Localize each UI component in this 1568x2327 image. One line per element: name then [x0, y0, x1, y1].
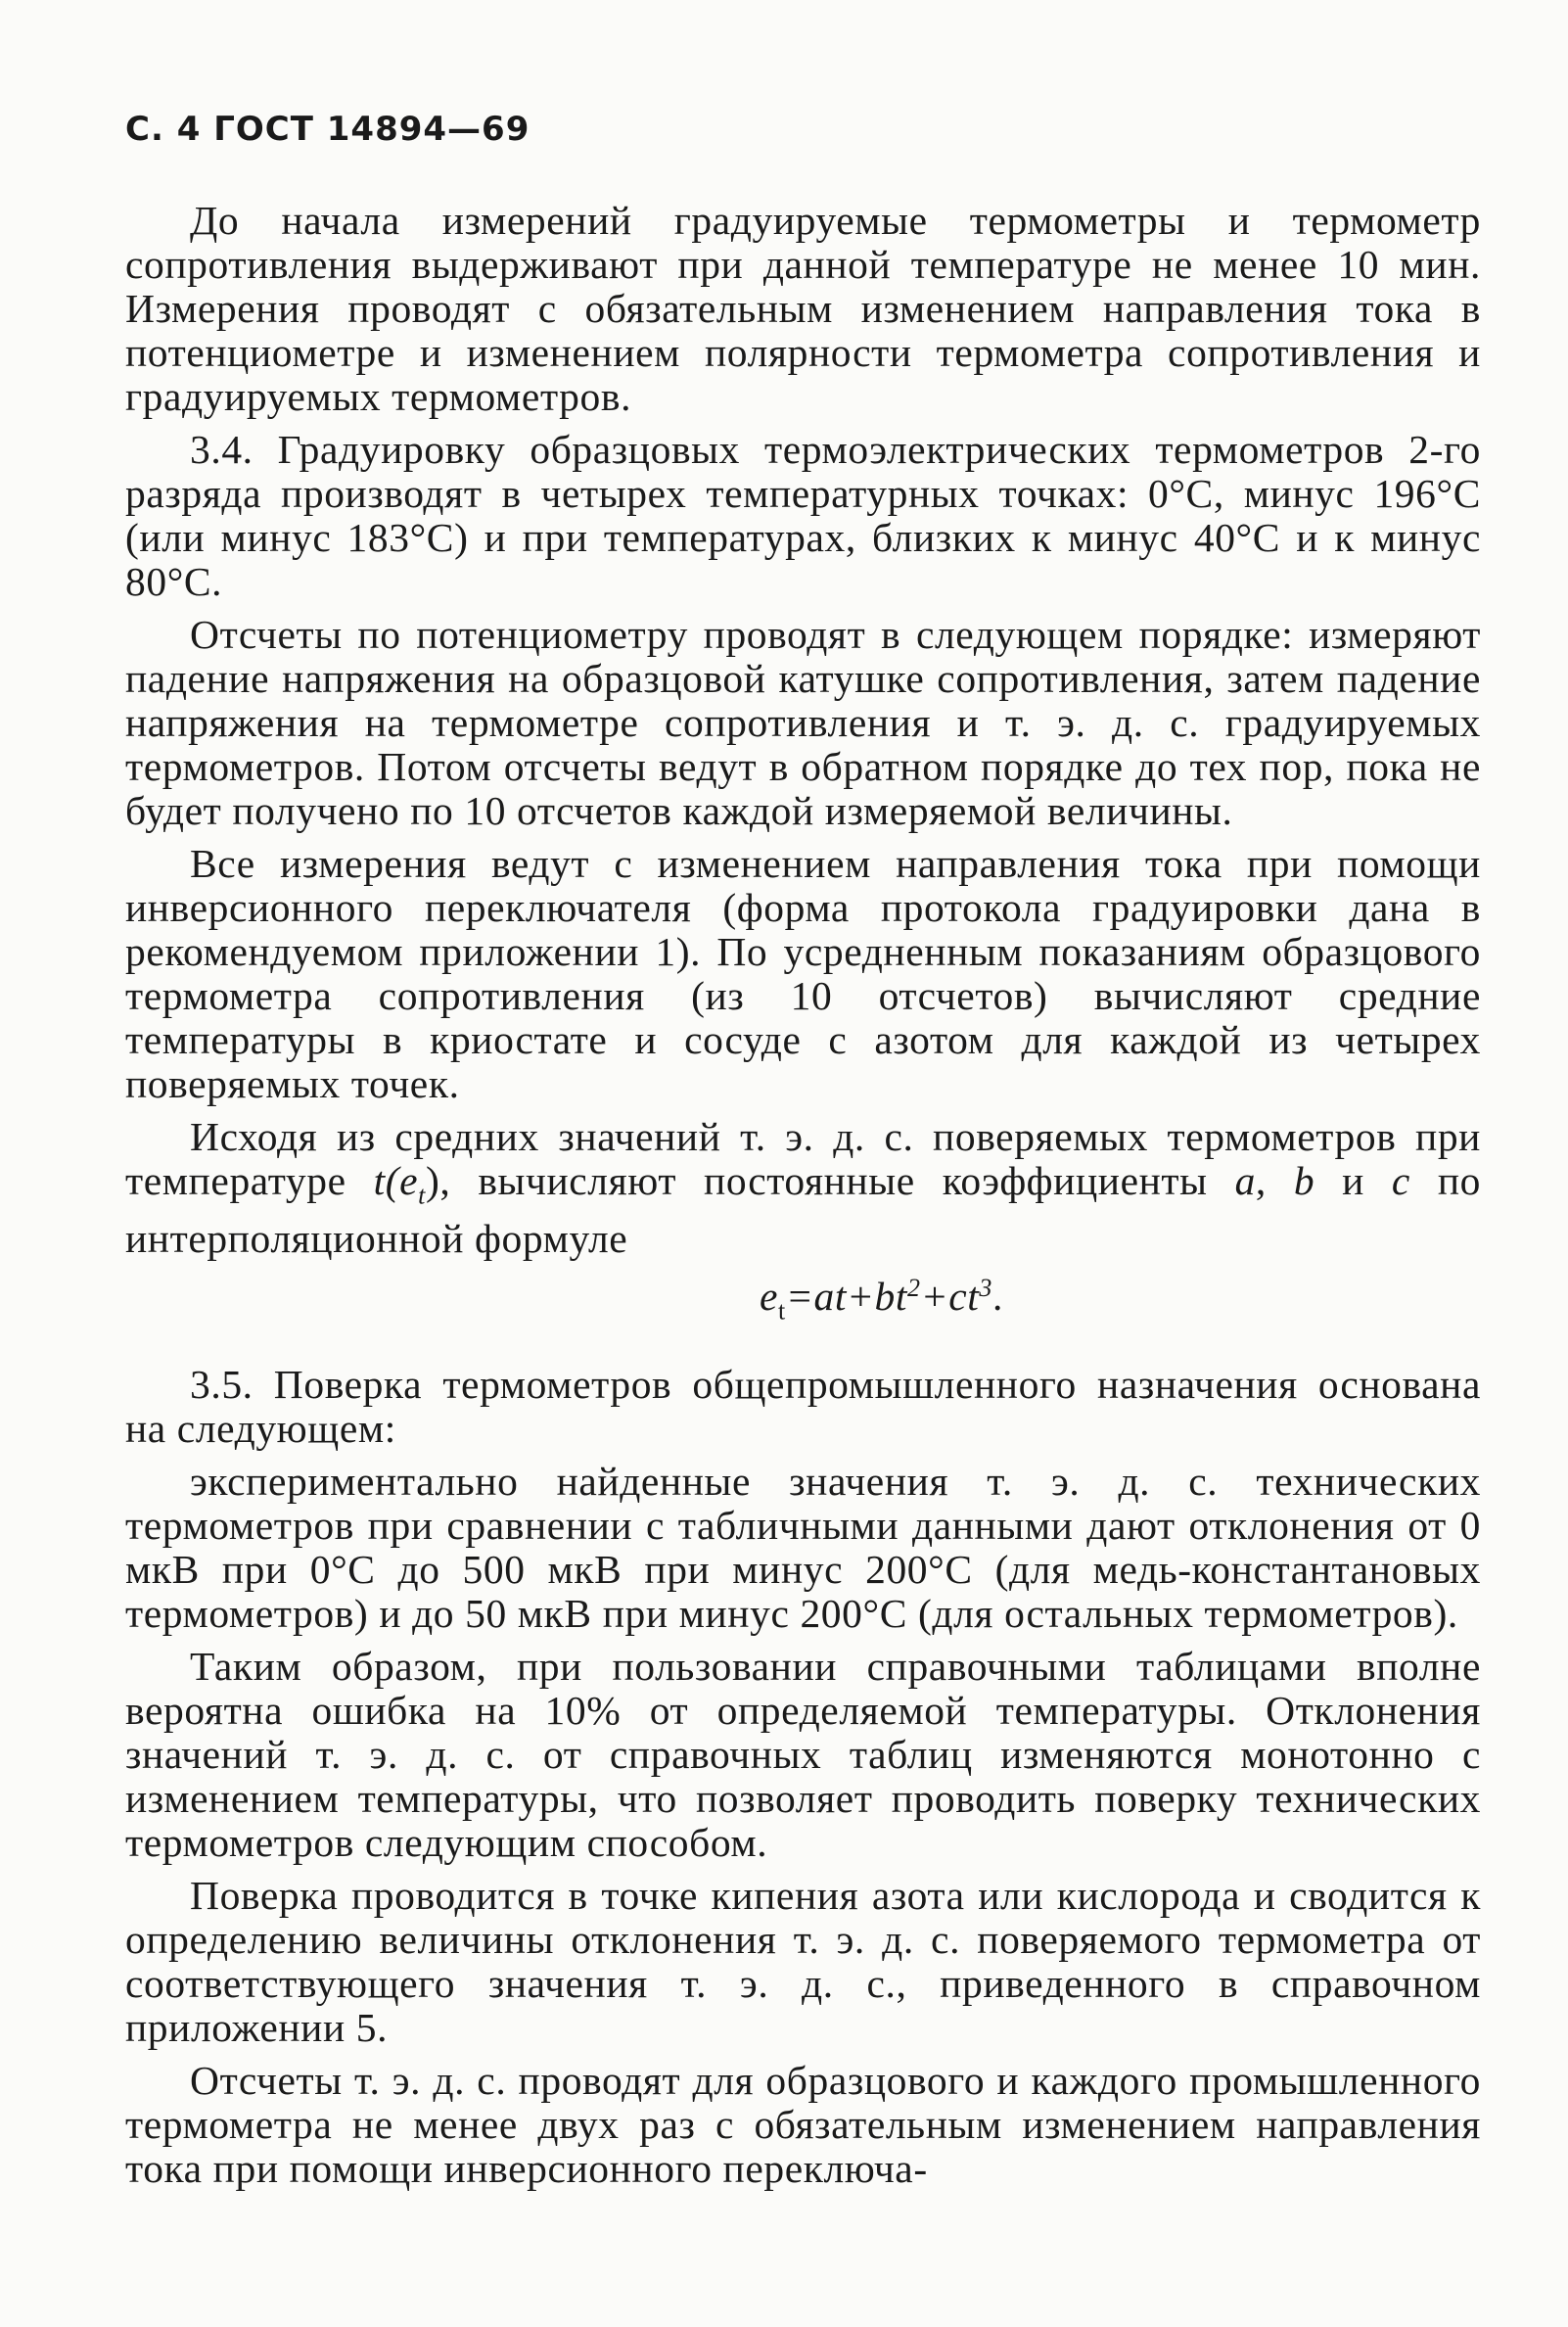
- paragraph-preparation: До начала измерений градуируемые термометры и термометр сопротивления выдерживают при данной температуре не менее 10 мин. Измерения проводят с обязательным изменением направления тока в потенциометре и изменением полярности термометра сопротивления и градуируемых термометров.: [125, 198, 1481, 419]
- coef-c: c: [1391, 1158, 1410, 1203]
- interp-t-expr: t(e: [373, 1158, 419, 1203]
- formula-rhs-1: =at+bt: [785, 1274, 908, 1320]
- paragraph-deviations: экспериментально найденные значения т. э. д. с. технических термометров при сравнении с табличными данными дают отклонения от 0 мкВ при 0°С до 500 мкВ при минус 200°С (для медь-константановых термометров) и до 50 мкВ при минус 200°С (для остальных термометров).: [125, 1458, 1481, 1636]
- interp-sep: ,: [1255, 1158, 1294, 1203]
- interp-and: и: [1314, 1158, 1392, 1203]
- formula-end: .: [992, 1274, 1003, 1320]
- coef-b: b: [1293, 1158, 1315, 1203]
- paragraph-readings-order: Отсчеты по потенциометру проводят в следующем порядке: измеряют падение напряжения на образцовой катушке сопротивления, затем падение напряжения на термометре сопротивления и т. э. д. с. градуируемых термометров. Потом отсчеты ведут в обратном порядке до тех пор, пока не будет получено по 10 отсчетов каждой измеряемой величины.: [125, 612, 1481, 833]
- interp-text-before: Исходя из средних значений т. э. д. с. поверяемых термометров при температуре: [125, 1114, 1481, 1203]
- formula-lhs-sub: t: [778, 1296, 786, 1326]
- paragraph-current-direction: Все измерения ведут с изменением направления тока при помощи инверсионного переключателя (форма протокола градуировки дана в рекомендуемом приложении 1). По усредненным показаниям образцового термометра сопротивления (из 10 отсчетов) вычисляют средние температуры в криостате и сосуде с азотом для каждой из четырех поверяемых точек.: [125, 841, 1481, 1106]
- paragraph-boiling-point: Поверка проводится в точке кипения азота или кислорода и сводится к определению величины отклонения т. э. д. с. поверяемого термометра от соответствующего значения т. э. д. с., приведенного в справочном приложении 5.: [125, 1872, 1481, 2050]
- paragraph-3-5: 3.5. Поверка термометров общепромышленного назначения основана на следующем:: [125, 1361, 1481, 1451]
- formula-exp-2: 2: [907, 1274, 921, 1303]
- paragraph-reference-tables: Таким образом, при пользовании справочными таблицами вполне вероятна ошибка на 10% от определяемой температуры. Отклонения значений т. э. д. с. от справочных таблиц изменяются монотонно с изменением температуры, что позволяет проводить поверку технических термометров следующим способом.: [125, 1643, 1481, 1865]
- paragraph-interpolation: [125, 1115, 1481, 1261]
- coef-a: a: [1234, 1158, 1256, 1203]
- interp-text-middle: , вычисляют постоянные коэффициенты: [439, 1158, 1235, 1203]
- document-body: [125, 199, 1481, 2200]
- formula-rhs-2: +ct: [920, 1274, 980, 1320]
- paragraph-readings-emf: Отсчеты т. э. д. с. проводят для образцового и каждого промышленного термометра не менее двух раз с обязательным изменением направления тока при помощи инверсионного переключа-: [125, 2057, 1481, 2191]
- formula-lhs: e: [760, 1274, 779, 1320]
- formula-exp-3: 3: [979, 1274, 993, 1303]
- interp-text-after: по интерполяционной формуле: [125, 1158, 1482, 1262]
- interpolation-formula: [125, 1275, 1481, 1332]
- page-header: С. 4 ГОСТ 14894—69: [125, 110, 530, 149]
- paragraph-3-4: 3.4. Градуировку образцовых термоэлектрических термометров 2-го разряда производят в четырех температурных точках: 0°С, минус 196°С (или минус 183°С) и при температурах, близких к минус 40°С и к минус 80°С.: [125, 427, 1481, 604]
- interp-t-sub: t: [418, 1181, 426, 1210]
- interp-t-close: ): [426, 1158, 440, 1203]
